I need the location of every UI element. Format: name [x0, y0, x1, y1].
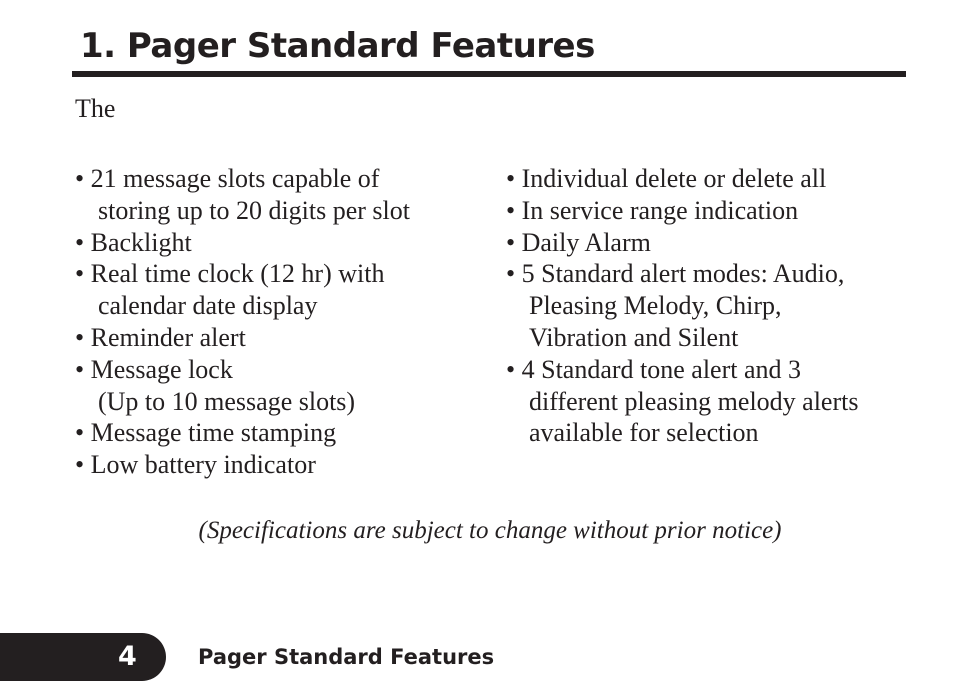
page-title: 1. Pager Standard Features — [80, 26, 595, 66]
features-left-column — [75, 163, 410, 481]
feature-item: • Daily Alarm — [506, 227, 651, 257]
feature-item: • Message lock — [75, 354, 233, 384]
feature-continuation: Pleasing Melody, Chirp, — [529, 291, 782, 321]
footer-section-title: Pager Standard Features — [198, 645, 495, 669]
feature-item: • Reminder alert — [75, 322, 246, 352]
feature-item: • 5 Standard alert modes: Audio, — [506, 259, 845, 289]
feature-continuation: (Up to 10 message slots) — [98, 386, 356, 416]
feature-continuation: available for selection — [529, 418, 759, 448]
intro-text: The — [75, 94, 116, 123]
page-number-tab — [0, 633, 166, 681]
features-right-column — [506, 163, 858, 449]
feature-item: • Real time clock (12 hr) with — [75, 259, 385, 289]
feature-item: • 4 Standard tone alert and 3 — [506, 354, 802, 384]
feature-continuation: Vibration and Silent — [529, 322, 739, 352]
feature-item: • In service range indication — [506, 195, 799, 225]
page-number: 4 — [118, 641, 137, 672]
feature-continuation: calendar date display — [98, 291, 318, 321]
feature-item: • 21 message slots capable of — [75, 164, 380, 193]
title-rule — [72, 71, 906, 77]
feature-item: • Low battery indicator — [75, 450, 316, 480]
feature-item: • Message time stamping — [75, 418, 337, 448]
specifications-note: (Specifications are subject to change without prior notice) — [198, 517, 782, 544]
feature-continuation: storing up to 20 digits per slot — [98, 195, 410, 225]
feature-item: • Individual delete or delete all — [506, 164, 827, 193]
feature-item: • Backlight — [75, 227, 192, 257]
feature-continuation: different pleasing melody alerts — [529, 386, 859, 416]
